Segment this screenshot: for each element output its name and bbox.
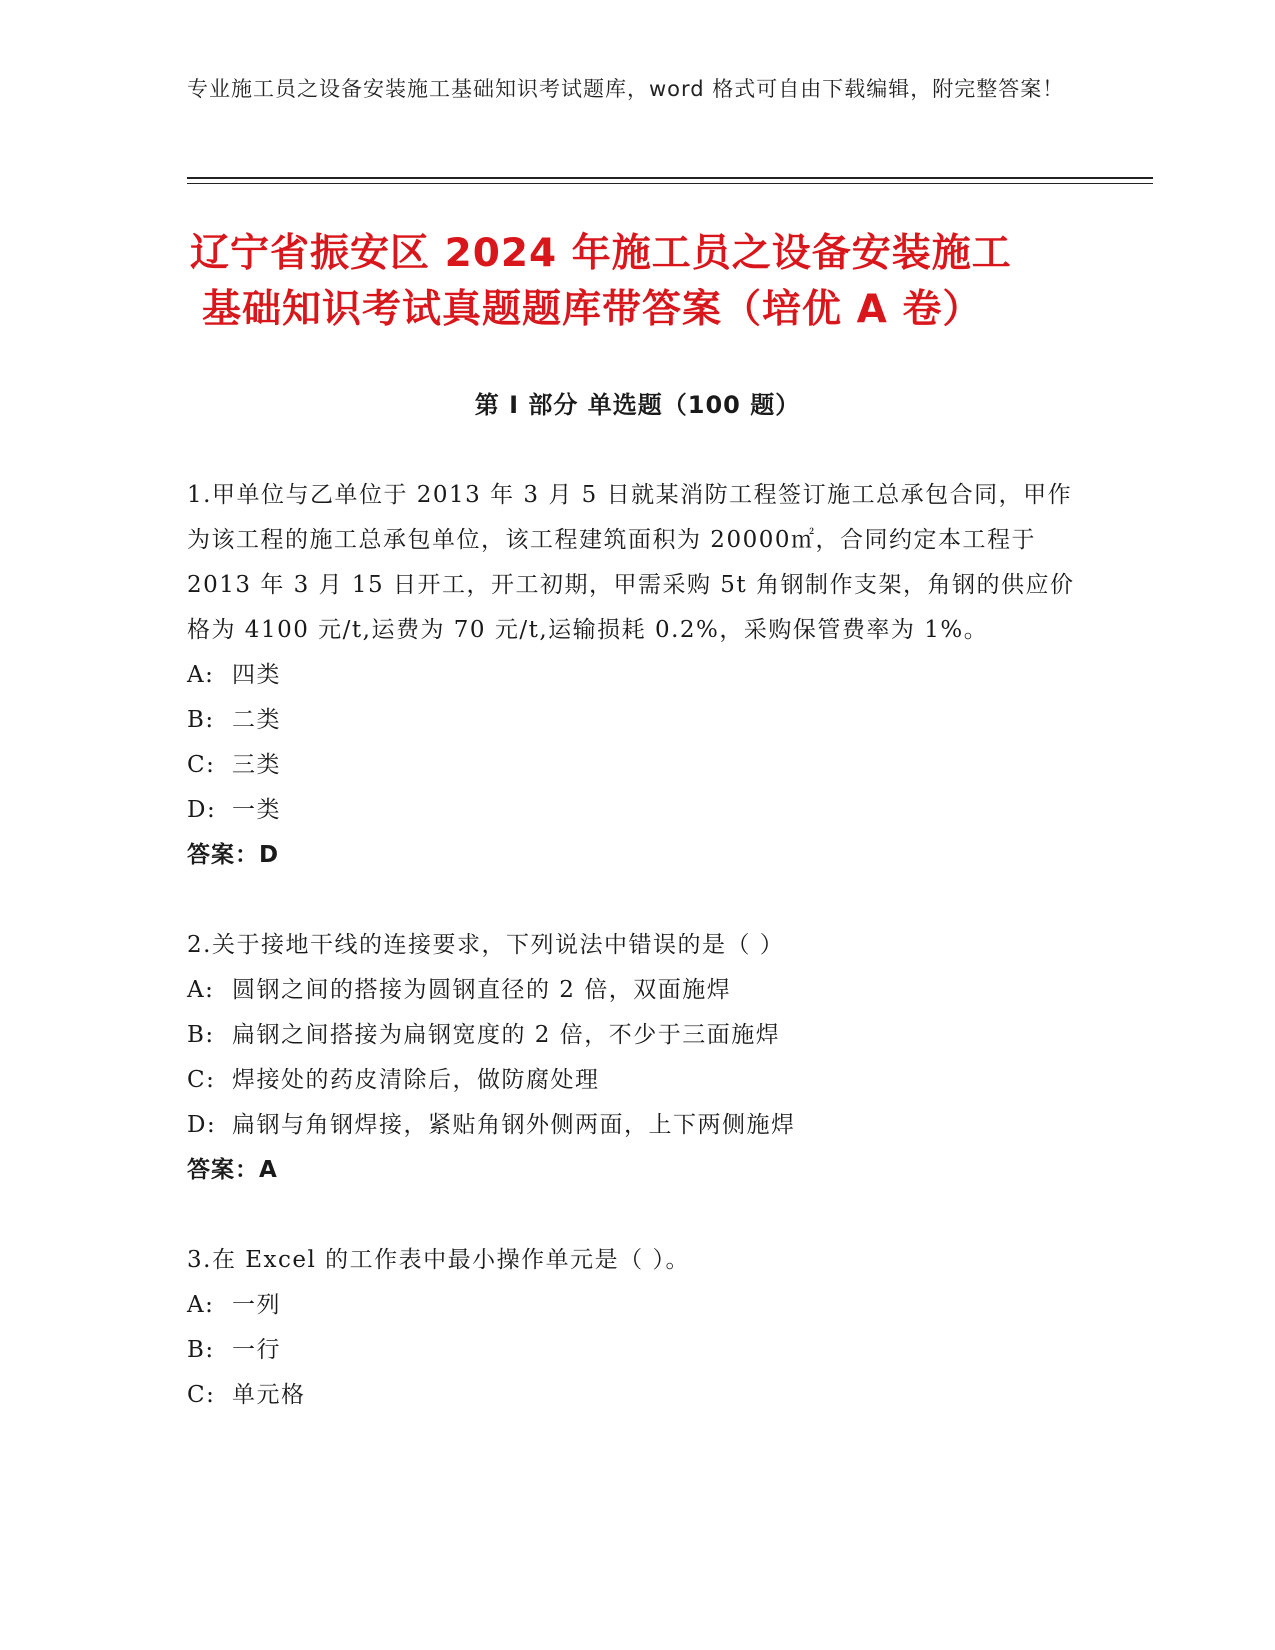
option-key: C: — [187, 752, 216, 778]
option-c — [187, 1058, 1087, 1103]
option-key: A: — [187, 662, 215, 688]
option-d — [187, 1103, 1087, 1148]
option-text: 四类 — [232, 662, 281, 688]
question-list — [187, 473, 1087, 1463]
option-b — [187, 1013, 1087, 1058]
option-key: C: — [187, 1067, 216, 1093]
option-a — [187, 653, 1087, 698]
document-title — [190, 226, 1090, 338]
header-divider-thin — [187, 183, 1153, 184]
option-text: 三类 — [232, 752, 281, 778]
option-text: 一行 — [232, 1337, 281, 1363]
option-key: D: — [187, 1112, 217, 1138]
option-text: 单元格 — [232, 1382, 306, 1408]
answer-label: 答案：A — [187, 1157, 278, 1183]
option-text: 圆钢之间的搭接为圆钢直径的 2 倍，双面施焊 — [232, 977, 732, 1003]
option-text: 一类 — [232, 797, 281, 823]
option-a — [187, 1283, 1087, 1328]
option-text: 一列 — [232, 1292, 281, 1318]
document-title-line-1: 辽宁省振安区 2024 年施工员之设备安装施工 — [190, 231, 1012, 276]
header-divider-thick — [187, 177, 1153, 179]
option-key: B: — [187, 1337, 215, 1363]
header-note: 专业施工员之设备安装施工基础知识考试题库，word 格式可自由下载编辑，附完整答案！ — [187, 77, 1065, 101]
option-b — [187, 1328, 1087, 1373]
option-key: C: — [187, 1382, 216, 1408]
option-c — [187, 1373, 1087, 1418]
section-heading: 第 I 部分 单选题（100 题） — [474, 391, 801, 419]
option-key: A: — [187, 977, 215, 1003]
option-text: 二类 — [232, 707, 281, 733]
option-text: 焊接处的药皮清除后，做防腐处理 — [232, 1067, 600, 1093]
option-key: B: — [187, 707, 215, 733]
document-title-line-2: 基础知识考试真题题库带答案（培优 A 卷） — [202, 287, 983, 332]
answer-label: 答案：D — [187, 842, 280, 868]
option-b — [187, 698, 1087, 743]
question-1 — [187, 473, 1087, 878]
option-key: B: — [187, 1022, 215, 1048]
option-d — [187, 788, 1087, 833]
option-text: 扁钢与角钢焊接，紧贴角钢外侧两面，上下两侧施焊 — [232, 1112, 796, 1138]
option-key: D: — [187, 797, 217, 823]
option-c — [187, 743, 1087, 788]
question-3 — [187, 1238, 1087, 1418]
option-text: 扁钢之间搭接为扁钢宽度的 2 倍，不少于三面施焊 — [232, 1022, 781, 1048]
option-a — [187, 968, 1087, 1013]
option-key: A: — [187, 1292, 215, 1318]
question-stem: 2.关于接地干线的连接要求，下列说法中错误的是（ ） — [187, 932, 785, 958]
question-stem: 1.甲单位与乙单位于 2013 年 3 月 5 日就某消防工程签订施工总承包合同，甲作为该工程的施工总承包单位，该工程建筑面积为 20000㎡，合同约定本工程于 2013 年 3 月 15 日开工，开工初期，甲需采购 5t 角钢制作支架，角钢的供应价格为 4100 元/t,运费为 70 元/t,运输损耗 0.2%，采购保管费率为 1%。 — [187, 482, 1075, 643]
question-2 — [187, 923, 1087, 1193]
question-stem: 3.在 Excel 的工作表中最小操作单元是（ ）。 — [187, 1247, 690, 1273]
